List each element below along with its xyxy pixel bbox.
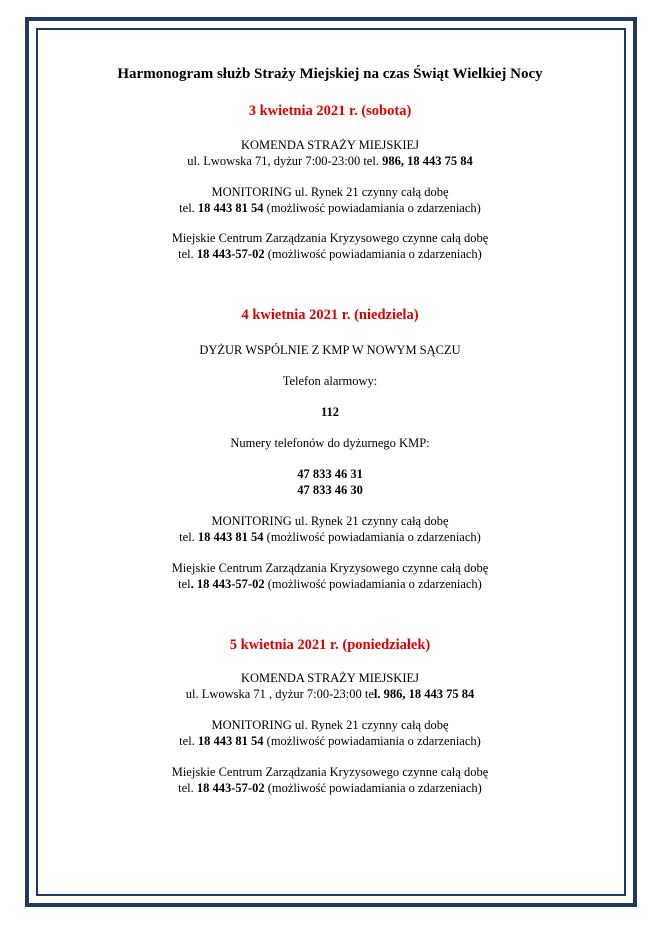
day1-mczk-tel <box>0 246 660 262</box>
day1-monitoring-tel-prefix: tel. <box>179 201 198 215</box>
day3-mczk-block <box>0 764 660 796</box>
day1-komenda-address <box>0 153 660 169</box>
day3-monitoring-line1: MONITORING ul. Rynek 21 czynny całą dobę <box>211 718 449 732</box>
day1-monitoring-phone: 18 443 81 54 <box>197 201 264 215</box>
day3-mczk-line1: Miejskie Centrum Zarządzania Kryzysowego czynne całą dobę <box>171 765 489 779</box>
day3-mczk-tel <box>0 780 660 796</box>
day2-monitoring-tel <box>0 529 660 545</box>
day2-kmp-phone2: 47 833 46 30 <box>297 483 363 497</box>
day3-monitoring-phone: 18 443 81 54 <box>197 734 264 748</box>
day2-date: 4 kwietnia 2021 r. (niedziela) <box>241 307 419 323</box>
day1-mczk-suffix: (możliwość powiadamiania o zdarzeniach) <box>264 247 482 261</box>
day1-monitoring-suffix: (możliwość powiadamiania o zdarzeniach) <box>263 201 481 215</box>
day2-alarm-number: 112 <box>320 405 340 419</box>
day2-kmp-phones <box>0 466 660 498</box>
day2-mczk-line1: Miejskie Centrum Zarządzania Kryzysowego czynne całą dobę <box>171 561 489 575</box>
day2-kmp-phone1: 47 833 46 31 <box>297 467 363 481</box>
day3-komenda-address <box>0 686 660 702</box>
day1-monitoring-block <box>0 184 660 216</box>
day1-mczk-tel-prefix: tel. <box>178 247 197 261</box>
day3-monitoring-suffix: (możliwość powiadamiania o zdarzeniach) <box>263 734 481 748</box>
day1-monitoring-tel <box>0 200 660 216</box>
day2-monitoring-tel-prefix: tel. <box>179 530 198 544</box>
day3-komenda-name: KOMENDA STRAŻY MIEJSKIEJ <box>240 671 419 685</box>
day1-komenda-block <box>0 137 660 169</box>
day3-monitoring-block <box>0 717 660 749</box>
day2-kmp-label: Numery telefonów do dyżurnego KMP: <box>230 436 430 450</box>
day2-mczk-tel-prefix: tel <box>178 577 191 591</box>
day2-mczk-block <box>0 560 660 592</box>
day1-mczk-line1: Miejskie Centrum Zarządzania Kryzysowego czynne całą dobę <box>171 231 489 245</box>
day1-komenda-addr-text: ul. Lwowska 71, dyżur 7:00-23:00 tel. <box>187 154 383 168</box>
day3-komenda-phone: l. 986, 18 443 75 84 <box>373 687 475 701</box>
day1-mczk-block <box>0 230 660 262</box>
day1-komenda-phone: 986, 18 443 75 84 <box>382 154 473 168</box>
day3-komenda-block <box>0 670 660 702</box>
day2-monitoring-line1: MONITORING ul. Rynek 21 czynny całą dobę <box>211 514 449 528</box>
day2-monitoring-phone: 18 443 81 54 <box>197 530 264 544</box>
day3-mczk-suffix: (możliwość powiadamiania o zdarzeniach) <box>264 781 482 795</box>
day1-mczk-phone: 18 443-57-02 <box>196 247 265 261</box>
day3-monitoring-tel <box>0 733 660 749</box>
day2-mczk-tel <box>0 576 660 592</box>
day1-komenda-name: KOMENDA STRAŻY MIEJSKIEJ <box>240 138 419 152</box>
day2-alarm-label: Telefon alarmowy: <box>282 374 378 388</box>
day2-monitoring-block <box>0 513 660 545</box>
day3-mczk-tel-prefix: tel. <box>178 781 197 795</box>
day3-monitoring-tel-prefix: tel. <box>179 734 198 748</box>
document-title: Harmonogram służb Straży Miejskiej na czas Świąt Wielkiej Nocy <box>117 66 543 82</box>
day2-mczk-suffix: (możliwość powiadamiania o zdarzeniach) <box>264 577 482 591</box>
day2-duty: DYŻUR WSPÓLNIE Z KMP W NOWYM SĄCZU <box>199 343 461 357</box>
day3-mczk-phone: 18 443-57-02 <box>196 781 265 795</box>
day1-date: 3 kwietnia 2021 r. (sobota) <box>248 103 412 119</box>
day3-date: 5 kwietnia 2021 r. (poniedziałek) <box>229 637 431 653</box>
day1-monitoring-line1: MONITORING ul. Rynek 21 czynny całą dobę <box>211 185 449 199</box>
day2-mczk-phone: . 18 443-57-02 <box>190 577 265 591</box>
day3-komenda-addr-text: ul. Lwowska 71 , dyżur 7:00-23:00 te <box>185 687 374 701</box>
day2-monitoring-suffix: (możliwość powiadamiania o zdarzeniach) <box>263 530 481 544</box>
